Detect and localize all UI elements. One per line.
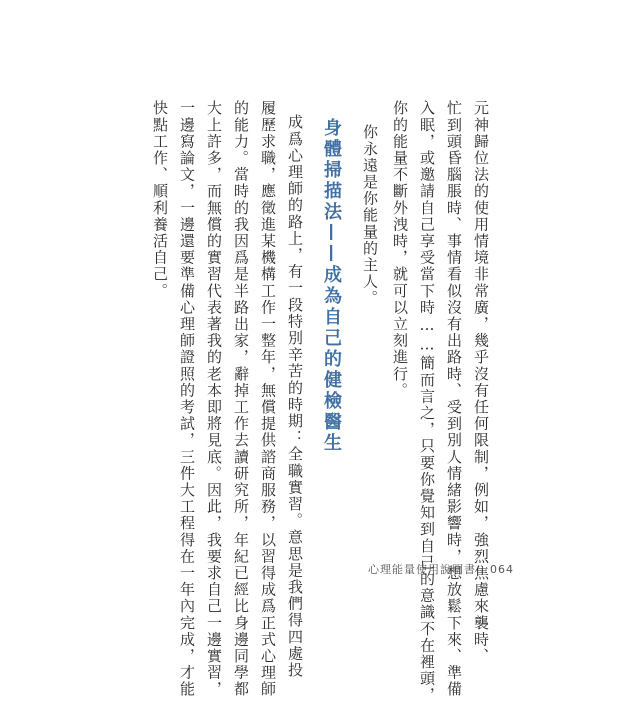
text-column-2: 忙到頭昏腦脹時、事情看似沒有出路時、受到別人情緒影響時，想放鬆下來、準備	[445, 100, 463, 698]
body-column-4: 大上許多，而無償的實習代表著我的老本即將見底。因此，我要求自己一邊實習，	[205, 100, 223, 698]
page-footer	[368, 561, 514, 577]
section-heading	[318, 118, 344, 454]
text-column-4: 你的能量不斷外洩時，就可以立刻進行。	[391, 100, 409, 399]
body-column-2: 履歷求職，應徵進某機構工作一整年，無償提供諮商服務，以習得成爲正式心理師	[259, 100, 277, 698]
body-column-5: 一邊寫論文，一邊還要準備心理師證照的考試，三件大工程得在一年內完成，才能	[178, 100, 196, 698]
body-column-3: 的能力。當時的我因爲是半路出家，辭掉工作去讀研究所，年紀已經比身邊同學都	[232, 100, 250, 698]
text-column-5: 你永遠是你能量的主人。	[361, 124, 379, 307]
text-column-1: 元神歸位法的使用情境非常廣，幾乎沒有任何限制，例如，強烈焦慮來襲時、	[472, 100, 490, 665]
page-number: 064	[490, 563, 514, 576]
heading-dash: ——	[321, 223, 342, 265]
body-column-1: 成爲心理師的路上，有一段特別辛苦的時期：全職實習。意思是我們得四處投	[286, 114, 304, 679]
heading-part-1: 身體掃描法	[321, 118, 342, 223]
body-column-6: 快點工作、順利養活自己。	[151, 100, 169, 300]
book-title: 心理能量使用說明書	[368, 563, 476, 576]
heading-part-2: 成為自己的健檢醫生	[321, 265, 342, 454]
text-column-3: 入眠，或邀請自己享受當下時……簡而言之，只要你覺知到自己的意識不在裡頭，	[418, 100, 436, 704]
